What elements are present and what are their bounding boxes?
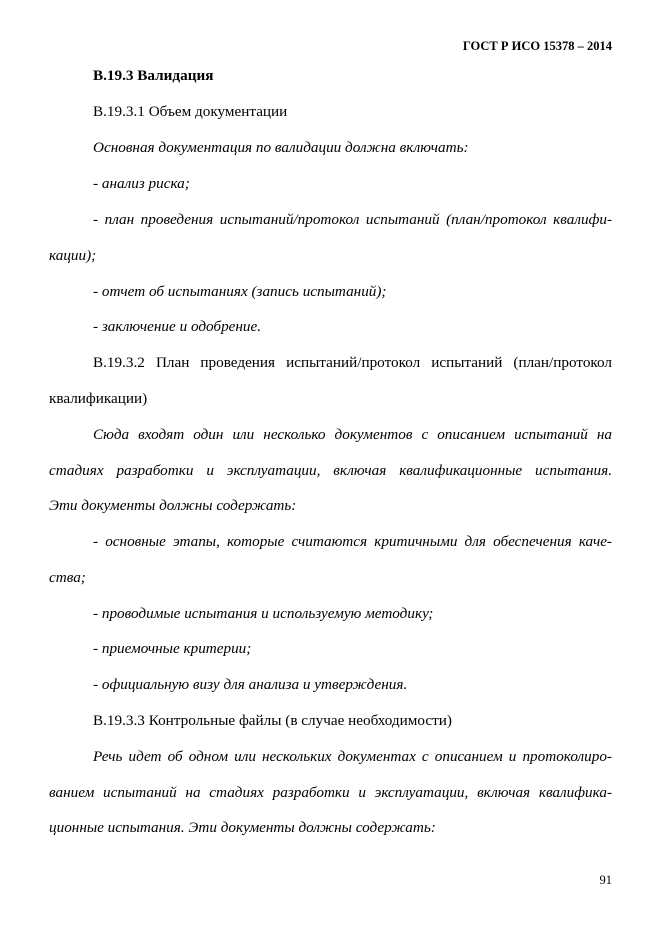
page-number: 91: [599, 873, 612, 887]
list-item: - план проведения испытаний/протокол испытаний (план/протокол квалифи-: [93, 211, 612, 228]
list-item: - основные этапы, которые считаются критичными для обеспечения каче-: [93, 533, 612, 550]
list-item: - отчет об испытаниях (запись испытаний);: [93, 283, 387, 300]
paragraph-line: ционные испытания. Эти документы должны содержать:: [49, 819, 436, 836]
list-item: - заключение и одобрение.: [93, 318, 262, 335]
paragraph-line: Речь идет об одном или нескольких документах с описанием и протоколиро-: [93, 748, 612, 765]
paragraph-line: ванием испытаний на стадиях разработки и эксплуатации, включая квалифика-: [49, 784, 612, 801]
list-item-continuation: ства;: [49, 569, 86, 586]
paragraph-line: Сюда входят один или несколько документов с описанием испытаний на: [93, 426, 612, 443]
subsection-heading: В.19.3.1 Объем документации: [93, 103, 288, 120]
intro-text: Основная документация по валидации должна включать:: [93, 139, 469, 156]
subsection-heading: В.19.3.3 Контрольные файлы (в случае необходимости): [93, 712, 452, 729]
list-item-continuation: кации);: [49, 247, 97, 264]
paragraph-line: Эти документы должны содержать:: [49, 497, 297, 514]
list-item: - анализ риска;: [93, 175, 190, 192]
subsection-heading: В.19.3.2 План проведения испытаний/протокол испытаний (план/протокол: [93, 354, 612, 371]
subsection-heading-continuation: квалификации): [49, 390, 148, 407]
paragraph-line: стадиях разработки и эксплуатации, включая квалификационные испытания.: [49, 462, 612, 479]
document-header: ГОСТ Р ИСО 15378 – 2014: [462, 39, 612, 53]
list-item: - проводимые испытания и используемую методику;: [93, 605, 434, 622]
section-title: В.19.3 Валидация: [93, 67, 214, 84]
list-item: - официальную визу для анализа и утверждения.: [93, 676, 408, 693]
list-item: - приемочные критерии;: [93, 640, 252, 657]
